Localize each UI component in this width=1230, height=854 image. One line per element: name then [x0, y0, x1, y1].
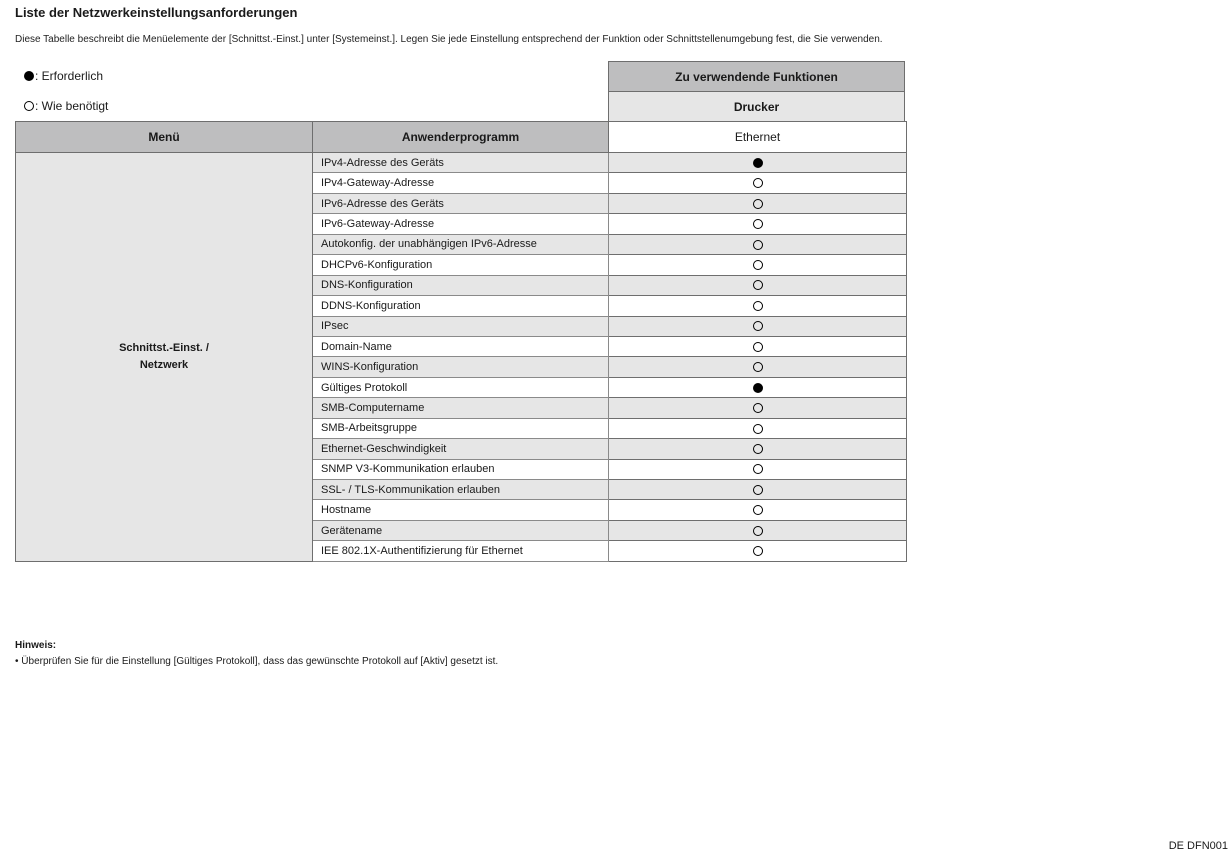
open-circle-icon [753, 403, 763, 413]
app-setting-name: SSL- / TLS-Kommunikation erlauben [313, 480, 609, 500]
ethernet-requirement [609, 214, 907, 234]
app-setting-name: SNMP V3-Kommunikation erlauben [313, 459, 609, 479]
function-printer: Drucker [608, 91, 905, 121]
ethernet-requirement [609, 193, 907, 213]
open-circle-icon [753, 240, 763, 250]
ethernet-requirement [609, 377, 907, 397]
menu-label-line2: Netzwerk [139, 358, 189, 371]
ethernet-requirement [609, 255, 907, 275]
menu-label-line1: Schnittst.-Einst. / [119, 341, 209, 354]
app-setting-name: Gültiges Protokoll [313, 377, 609, 397]
open-circle-icon [753, 280, 763, 290]
ethernet-requirement [609, 336, 907, 356]
table-row [16, 153, 907, 173]
ethernet-requirement [609, 541, 907, 561]
app-setting-name: IPv4-Adresse des Geräts [313, 153, 609, 173]
ethernet-requirement [609, 439, 907, 459]
open-circle-icon [753, 424, 763, 434]
open-circle-icon [753, 178, 763, 188]
app-setting-name: IPsec [313, 316, 609, 336]
filled-circle-icon [24, 71, 34, 81]
open-circle-icon [753, 505, 763, 515]
table-header-row [16, 122, 907, 153]
app-setting-name: IPv6-Gateway-Adresse [313, 214, 609, 234]
ethernet-requirement [609, 234, 907, 254]
open-circle-icon [24, 101, 34, 111]
ethernet-requirement [609, 398, 907, 418]
legend-required [24, 69, 103, 83]
app-setting-name: Autokonfig. der unabhängigen IPv6-Adresse [313, 234, 609, 254]
ethernet-requirement [609, 153, 907, 173]
app-setting-name: WINS-Konfiguration [313, 357, 609, 377]
app-setting-name: Ethernet-Geschwindigkeit [313, 439, 609, 459]
functions-header: Zu verwendende Funktionen [608, 61, 905, 91]
app-setting-name: DDNS-Konfiguration [313, 296, 609, 316]
ethernet-requirement [609, 418, 907, 438]
app-setting-name: Hostname [313, 500, 609, 520]
ethernet-requirement [609, 173, 907, 193]
document-code: DE DFN001 [1168, 840, 1228, 852]
legend-optional [24, 99, 108, 113]
ethernet-requirement [609, 500, 907, 520]
app-setting-name: Gerätename [313, 520, 609, 540]
ethernet-requirement [609, 480, 907, 500]
app-setting-name: IPv6-Adresse des Geräts [313, 193, 609, 213]
app-setting-name: IEE 802.1X-Authentifizierung für Ethernet [313, 541, 609, 561]
app-setting-name: Domain-Name [313, 336, 609, 356]
app-setting-name: IPv4-Gateway-Adresse [313, 173, 609, 193]
open-circle-icon [753, 199, 763, 209]
open-circle-icon [753, 260, 763, 270]
legend-required-label: : Erforderlich [35, 69, 104, 83]
app-setting-name: DNS-Konfiguration [313, 275, 609, 295]
ethernet-requirement [609, 316, 907, 336]
app-setting-name: SMB-Arbeitsgruppe [313, 418, 609, 438]
column-header-ethernet: Ethernet [609, 122, 907, 153]
legend-optional-label: : Wie benötigt [35, 99, 109, 113]
open-circle-icon [753, 362, 763, 372]
app-setting-name: DHCPv6-Konfiguration [313, 255, 609, 275]
filled-circle-icon [753, 158, 763, 168]
note-title: Hinweis: [15, 640, 57, 651]
functions-header-box [608, 61, 905, 121]
note-text: • Überprüfen Sie für die Einstellung [Gültiges Protokoll], dass das gewünschte Protokoll auf [Aktiv] gesetzt ist. [15, 656, 499, 667]
ethernet-requirement [609, 357, 907, 377]
menu-cell [16, 153, 313, 562]
open-circle-icon [753, 444, 763, 454]
app-setting-name: SMB-Computername [313, 398, 609, 418]
ethernet-requirement [609, 296, 907, 316]
filled-circle-icon [753, 383, 763, 393]
settings-table [15, 121, 907, 562]
open-circle-icon [753, 546, 763, 556]
column-header-app: Anwenderprogramm [313, 122, 609, 153]
column-header-menu: Menü [16, 122, 313, 153]
open-circle-icon [753, 219, 763, 229]
open-circle-icon [753, 526, 763, 536]
page-description: Diese Tabelle beschreibt die Menüelemente der [Schnittst.-Einst.] unter [Systemeinst.]. Legen Sie jede Einstellung entsprechend der Funktion oder Schnittstellenumgebung fest, die Sie verwenden. [15, 34, 883, 45]
open-circle-icon [753, 464, 763, 474]
open-circle-icon [753, 342, 763, 352]
ethernet-requirement [609, 275, 907, 295]
open-circle-icon [753, 485, 763, 495]
ethernet-requirement [609, 459, 907, 479]
open-circle-icon [753, 321, 763, 331]
open-circle-icon [753, 301, 763, 311]
ethernet-requirement [609, 520, 907, 540]
page-title: Liste der Netzwerkeinstellungsanforderungen [15, 5, 298, 20]
